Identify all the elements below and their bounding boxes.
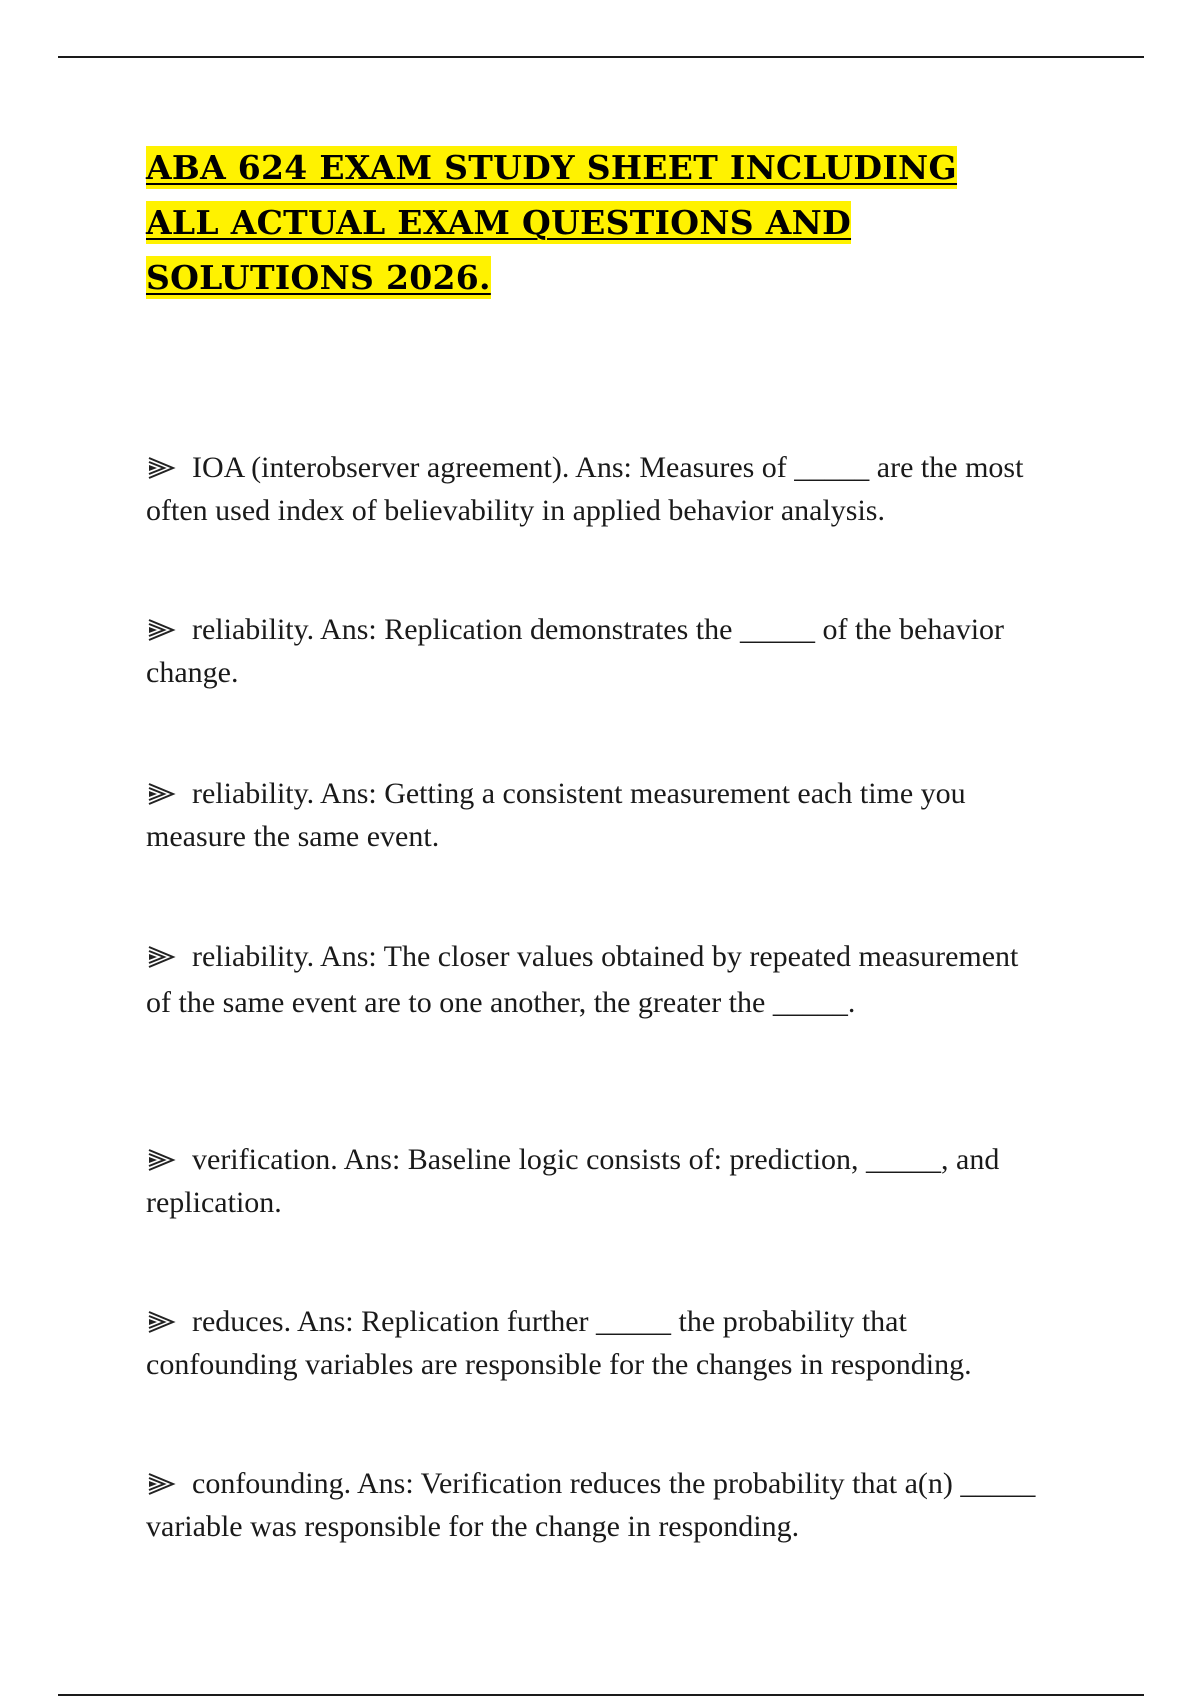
qa-item-text: IOA (interobserver agreement). Ans: Measures of _____ are the most often used index of believability in applied behavior analysis. <box>146 451 1024 527</box>
qa-item <box>146 772 1046 858</box>
qa-item-text: reduces. Ans: Replication further _____ the probability that confounding variables are responsible for the changes in responding. <box>146 1305 972 1381</box>
qa-item <box>146 446 1046 532</box>
document-title <box>146 140 1026 305</box>
qa-item-text: reliability. Ans: The closer values obtained by repeated measurement of the same event are to one another, the greater the _____. <box>146 940 1019 1019</box>
arrowhead-bullet-icon <box>146 782 176 806</box>
qa-item <box>146 1138 1046 1224</box>
arrowhead-bullet-icon <box>146 618 176 642</box>
qa-item-text: verification. Ans: Baseline logic consists of: prediction, _____, and replication. <box>146 1143 1000 1219</box>
qa-item-text: confounding. Ans: Verification reduces the probability that a(n) _____ variable was responsible for the change in responding. <box>146 1467 1036 1543</box>
qa-item <box>146 1462 1046 1548</box>
arrowhead-bullet-icon <box>146 945 176 969</box>
title-highlight: ABA 624 EXAM STUDY SHEET INCLUDING ALL ACTUAL EXAM QUESTIONS AND SOLUTIONS 2026. <box>146 148 957 297</box>
arrowhead-bullet-icon <box>146 1148 176 1172</box>
qa-item-text: reliability. Ans: Getting a consistent measurement each time you measure the same event. <box>146 777 966 853</box>
arrowhead-bullet-icon <box>146 1310 176 1334</box>
qa-item-text: reliability. Ans: Replication demonstrates the _____ of the behavior change. <box>146 613 1005 689</box>
qa-item <box>146 1300 1046 1386</box>
arrowhead-bullet-icon <box>146 1472 176 1496</box>
qa-item <box>146 608 1046 694</box>
qa-item <box>146 934 1046 1026</box>
arrowhead-bullet-icon <box>146 456 176 480</box>
top-divider <box>58 56 1144 58</box>
bottom-divider <box>58 1694 1144 1696</box>
